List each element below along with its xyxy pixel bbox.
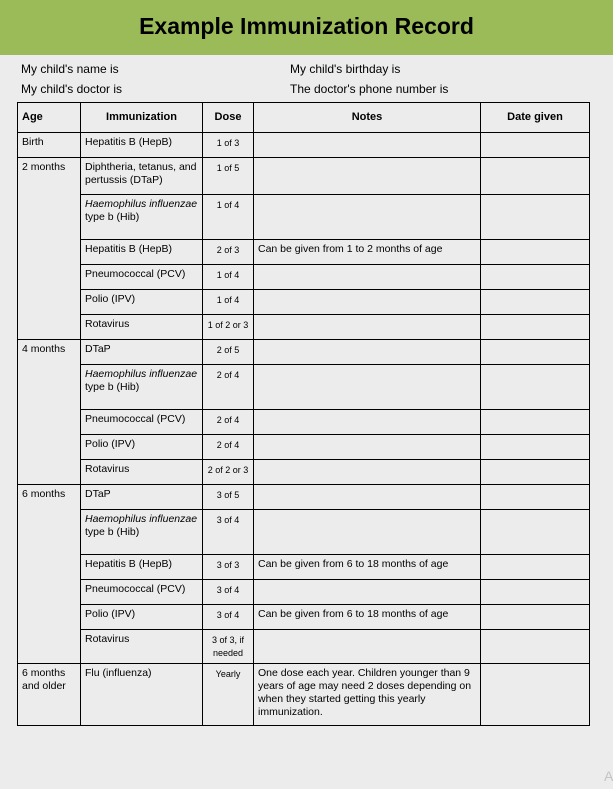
age-cell: 6 months xyxy=(18,485,81,664)
immunization-cell: Rotavirus xyxy=(81,630,203,664)
immunization-cell: Pneumococcal (PCV) xyxy=(81,580,203,605)
notes-cell[interactable] xyxy=(254,630,481,664)
table-row xyxy=(18,555,590,580)
dose-cell: 1 of 2 or 3 xyxy=(203,315,254,340)
child-name-label: My child's name is xyxy=(21,62,119,76)
notes-cell[interactable] xyxy=(254,290,481,315)
immunization-cell: Hepatitis B (HepB) xyxy=(81,240,203,265)
table-row xyxy=(18,365,590,410)
immunization-cell: Pneumococcal (PCV) xyxy=(81,265,203,290)
dose-cell: 2 of 5 xyxy=(203,340,254,365)
table-row xyxy=(18,158,590,195)
header-age: Age xyxy=(18,103,81,133)
notes-cell[interactable] xyxy=(254,460,481,485)
date-given-cell[interactable] xyxy=(481,555,590,580)
immunization-cell xyxy=(81,510,203,555)
immunization-cell xyxy=(81,365,203,410)
table-row xyxy=(18,410,590,435)
table-row xyxy=(18,290,590,315)
immunization-cell: DTaP xyxy=(81,340,203,365)
dose-cell: 3 of 5 xyxy=(203,485,254,510)
immunization-cell: Diphtheria, tetanus, and pertussis (DTaP) xyxy=(81,158,203,195)
table-row xyxy=(18,580,590,605)
date-given-cell[interactable] xyxy=(481,485,590,510)
immunization-cell: Flu (influenza) xyxy=(81,664,203,726)
table-row xyxy=(18,435,590,460)
dose-cell: 2 of 4 xyxy=(203,365,254,410)
immunization-cell: Hepatitis B (HepB) xyxy=(81,133,203,158)
date-given-cell[interactable] xyxy=(481,240,590,265)
notes-cell[interactable] xyxy=(254,435,481,460)
date-given-cell[interactable] xyxy=(481,195,590,240)
title-banner xyxy=(0,0,613,55)
table-row xyxy=(18,315,590,340)
dose-cell: 3 of 4 xyxy=(203,580,254,605)
dose-cell: 1 of 4 xyxy=(203,290,254,315)
immunization-italic-text: Haemophilus influenzae xyxy=(85,513,198,525)
immunization-cell: Pneumococcal (PCV) xyxy=(81,410,203,435)
notes-cell[interactable] xyxy=(254,340,481,365)
table-row xyxy=(18,485,590,510)
dose-cell: 2 of 4 xyxy=(203,410,254,435)
table-row xyxy=(18,195,590,240)
notes-cell[interactable]: Can be given from 6 to 18 months of age xyxy=(254,605,481,630)
table-row xyxy=(18,265,590,290)
dose-cell: 1 of 4 xyxy=(203,195,254,240)
immunization-cell: Polio (IPV) xyxy=(81,290,203,315)
immunization-cell: Polio (IPV) xyxy=(81,435,203,460)
notes-cell[interactable] xyxy=(254,195,481,240)
date-given-cell[interactable] xyxy=(481,605,590,630)
immunization-cell: Polio (IPV) xyxy=(81,605,203,630)
date-given-cell[interactable] xyxy=(481,460,590,485)
header-dose: Dose xyxy=(203,103,254,133)
immunization-text: type b (Hib) xyxy=(85,381,140,393)
dose-cell: 3 of 3 xyxy=(203,555,254,580)
phone-label: The doctor's phone number is xyxy=(290,82,449,96)
date-given-cell[interactable] xyxy=(481,664,590,726)
immunization-italic-text: Haemophilus influenzae xyxy=(85,198,198,210)
table-row xyxy=(18,240,590,265)
dose-cell: 3 of 4 xyxy=(203,510,254,555)
table-row xyxy=(18,460,590,485)
header-notes: Notes xyxy=(254,103,481,133)
immunization-cell: Hepatitis B (HepB) xyxy=(81,555,203,580)
dose-cell: 2 of 2 or 3 xyxy=(203,460,254,485)
table-row xyxy=(18,664,590,726)
age-cell: 2 months xyxy=(18,158,81,340)
notes-cell[interactable] xyxy=(254,580,481,605)
immunization-text: type b (Hib) xyxy=(85,526,140,538)
corner-glyph: A xyxy=(604,768,613,784)
dose-cell: Yearly xyxy=(203,664,254,726)
table-row xyxy=(18,605,590,630)
date-given-cell[interactable] xyxy=(481,290,590,315)
dose-cell: 1 of 3 xyxy=(203,133,254,158)
table-row xyxy=(18,340,590,365)
date-given-cell[interactable] xyxy=(481,340,590,365)
date-given-cell[interactable] xyxy=(481,410,590,435)
date-given-cell[interactable] xyxy=(481,510,590,555)
immunization-cell: Rotavirus xyxy=(81,315,203,340)
table-row xyxy=(18,510,590,555)
date-given-cell[interactable] xyxy=(481,365,590,410)
age-cell: 6 months and older xyxy=(18,664,81,726)
table-row xyxy=(18,133,590,158)
dose-cell: 3 of 4 xyxy=(203,605,254,630)
table-row xyxy=(18,630,590,664)
notes-cell[interactable] xyxy=(254,315,481,340)
doctor-label: My child's doctor is xyxy=(21,82,122,96)
date-given-cell[interactable] xyxy=(481,315,590,340)
header-immunization: Immunization xyxy=(81,103,203,133)
immunization-cell: DTaP xyxy=(81,485,203,510)
notes-cell[interactable] xyxy=(254,485,481,510)
date-given-cell[interactable] xyxy=(481,158,590,195)
age-cell: Birth xyxy=(18,133,81,158)
date-given-cell[interactable] xyxy=(481,435,590,460)
notes-cell[interactable] xyxy=(254,410,481,435)
immunization-text: type b (Hib) xyxy=(85,211,140,223)
immunization-table xyxy=(17,102,590,726)
notes-cell[interactable] xyxy=(254,365,481,410)
dose-cell: 1 of 5 xyxy=(203,158,254,195)
notes-cell[interactable]: One dose each year. Children younger than 9 years of age may need 2 doses depending on when they started getting this yearly immunization. xyxy=(254,664,481,726)
immunization-cell: Rotavirus xyxy=(81,460,203,485)
notes-cell[interactable] xyxy=(254,133,481,158)
date-given-cell[interactable] xyxy=(481,133,590,158)
notes-cell[interactable] xyxy=(254,510,481,555)
notes-cell[interactable]: Can be given from 1 to 2 months of age xyxy=(254,240,481,265)
dose-cell: 2 of 4 xyxy=(203,435,254,460)
dose-cell: 3 of 3, if needed xyxy=(203,630,254,664)
dose-cell: 2 of 3 xyxy=(203,240,254,265)
page-title: Example Immunization Record xyxy=(139,13,474,39)
immunization-cell xyxy=(81,195,203,240)
date-given-cell[interactable] xyxy=(481,580,590,605)
notes-cell[interactable] xyxy=(254,158,481,195)
table-header-row xyxy=(18,103,590,133)
dose-cell: 1 of 4 xyxy=(203,265,254,290)
date-given-cell[interactable] xyxy=(481,630,590,664)
birthday-label: My child's birthday is xyxy=(290,62,401,76)
notes-cell[interactable] xyxy=(254,265,481,290)
immunization-italic-text: Haemophilus influenzae xyxy=(85,368,198,380)
date-given-cell[interactable] xyxy=(481,265,590,290)
age-cell: 4 months xyxy=(18,340,81,485)
header-date-given: Date given xyxy=(481,103,590,133)
notes-cell[interactable]: Can be given from 6 to 18 months of age xyxy=(254,555,481,580)
